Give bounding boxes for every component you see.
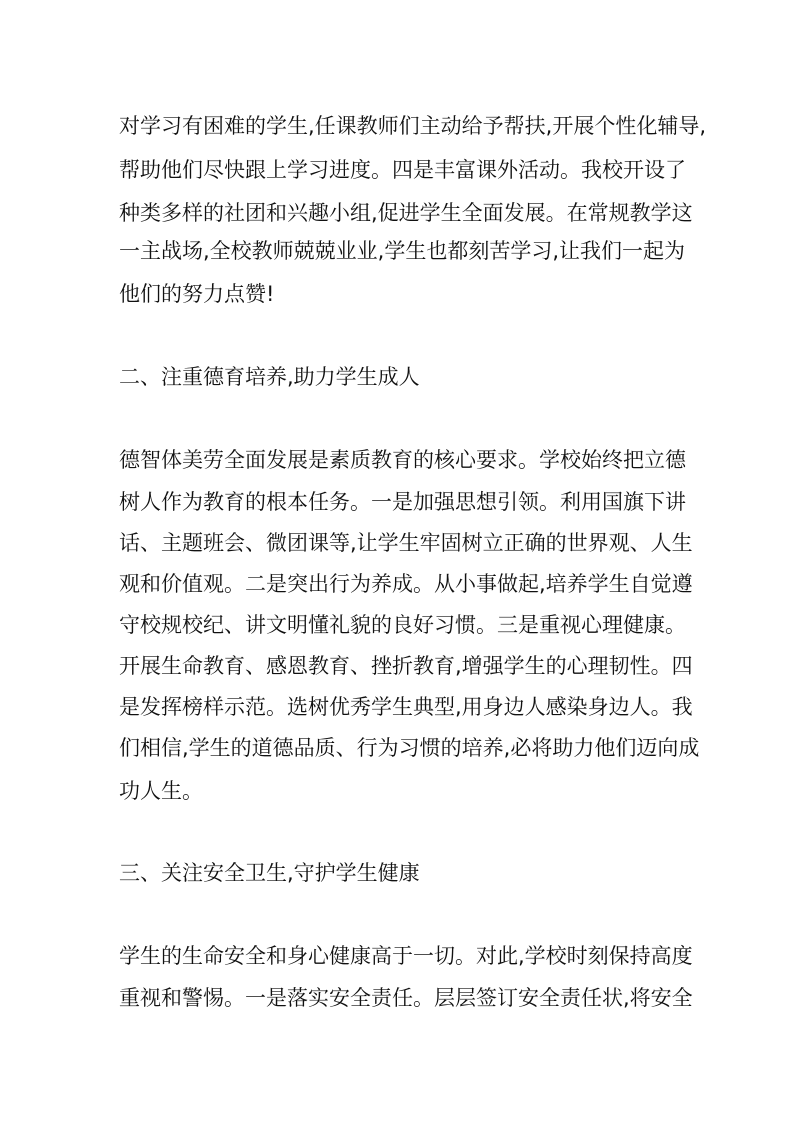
section-heading-3: 三、关注安全卫生,守护学生健康: [119, 861, 420, 885]
paragraph-line: 功人生。: [119, 779, 203, 803]
paragraph-line: 守校规校纪、讲文明懂礼貌的良好习惯。三是重视心理健康。: [119, 613, 686, 637]
paragraph-line: 是发挥榜样示范。选树优秀学生典型,用身边人感染身边人。我: [119, 695, 693, 719]
paragraph-line: 开展生命教育、感恩教育、挫折教育,增强学生的心理韧性。四: [119, 654, 693, 678]
paragraph-line: 树人作为教育的根本任务。一是加强思想引领。利用国旗下讲: [119, 490, 686, 514]
paragraph-line: 观和价值观。二是突出行为养成。从小事做起,培养学生自觉遵: [119, 572, 693, 596]
paragraph-line: 学生的生命安全和身心健康高于一切。对此,学校时刻保持高度: [119, 944, 693, 968]
paragraph-line: 帮助他们尽快跟上学习进度。四是丰富课外活动。我校开设了: [119, 158, 686, 182]
section-heading-2: 二、注重德育培养,助力学生成人: [119, 365, 420, 389]
paragraph-line: 一主战场,全校教师兢兢业业,学生也都刻苦学习,让我们一起为: [119, 239, 686, 263]
paragraph-line: 种类多样的社团和兴趣小组,促进学生全面发展。在常规教学这: [119, 201, 693, 225]
paragraph-line: 话、主题班会、微团课等,让学生牢固树立正确的世界观、人生: [119, 531, 693, 555]
paragraph-line: 德智体美劳全面发展是素质教育的核心要求。学校始终把立德: [119, 448, 686, 472]
paragraph-line: 重视和警惕。一是落实安全责任。层层签订安全责任状,将安全: [119, 986, 693, 1010]
paragraph-line: 们相信,学生的道德品质、行为习惯的培养,必将助力他们迈向成: [119, 736, 700, 760]
paragraph-line: 他们的努力点赞!: [119, 282, 275, 306]
paragraph-line: 对学习有困难的学生,任课教师们主动给予帮扶,开展个性化辅导,: [119, 114, 707, 138]
